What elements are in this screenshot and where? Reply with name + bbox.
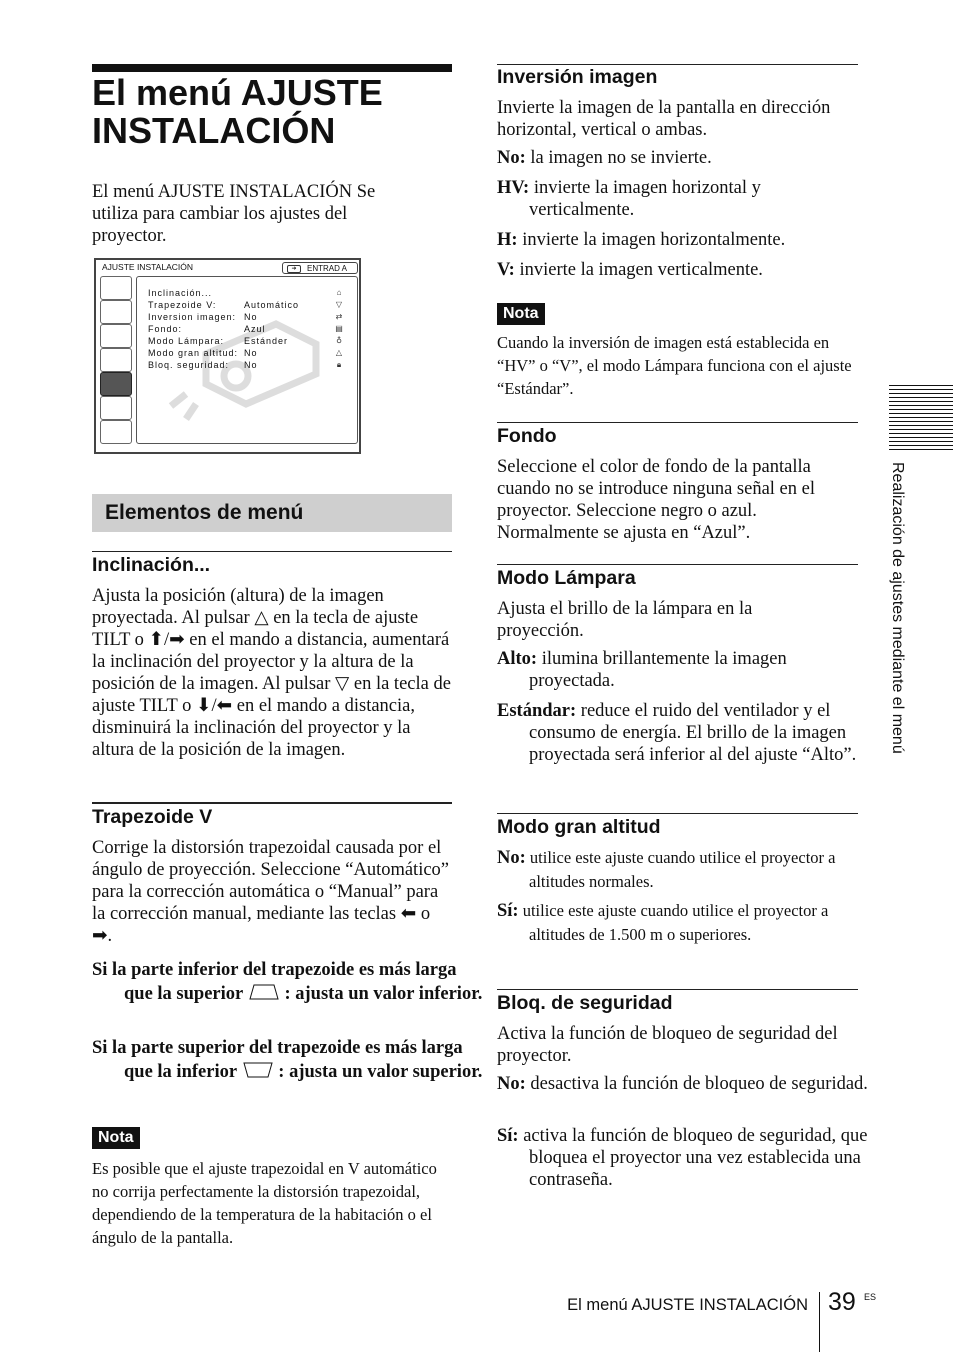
installation-menu-icon [100,372,132,396]
term: Sí: [497,1126,519,1146]
page-number: 39 [828,1288,856,1316]
title-bar [92,64,452,72]
lampara-item-estandar [497,700,890,766]
rule-altitud [497,813,858,814]
term: No: [497,1074,526,1094]
setup-menu-icon [100,348,132,372]
nota-badge-trapezoide: Nota [92,1127,140,1149]
lock-icon: 🔒︎ [336,360,342,369]
heading-inclinacion: Inclinación... [92,554,211,576]
heading-trapezoide: Trapezoide V [92,806,213,828]
osd-row-bloqueo [148,360,229,370]
desc: reduce el ruido del ventilador y el consumo de energía. El brillo de la imagen proyectada será inferior al del ajuste “Alto”. [529,701,857,765]
rule-bloqueo [497,989,858,990]
heading-inversion: Inversión imagen [497,66,658,88]
term: Alto: [497,649,538,669]
trapezoide-item-2-action: : ajusta un valor superior. [278,1062,483,1082]
page-title-line2: INSTALACIÓN [92,110,336,151]
osd-value-lampara: Estánder [244,336,289,346]
heading-altitud: Modo gran altitud [497,816,661,838]
nota-badge-inversion: Nota [497,303,545,325]
footer-divider [819,1292,820,1352]
osd-row-label: Trapezoide V: [148,300,217,310]
body-inversion: Invierte la imagen de la pantalla en dirección horizontal, vertical o ambas. [497,98,831,140]
nota-trapezoide: Es posible que el ajuste trapezoidal en V automático no corrija perfectamente la distorsión trapezoidal, dependiendo de la temperatura de la habitación o el ángulo de la pantalla. [92,1159,437,1247]
trapezoide-item-1 [92,958,484,1006]
osd-value-inversion: No [244,312,258,322]
term: HV: [497,178,530,198]
term: No: [497,148,526,168]
body-trapezoide: Corrige la distorsión trapezoidal causada por el ángulo de proyección. Seleccione “Automático” para la corrección automática o “Manual” para la corrección manual, mediante las teclas ⬅ o ➡. [92,838,450,946]
osd-row-icons [332,287,346,371]
osd-value-fondo: Azul [244,324,266,334]
rule-lampara [497,564,858,565]
side-tab-label: Realización de ajustes mediante el menú [889,462,906,754]
osd-input-label: ENTRAD A [307,264,348,273]
desc: desactiva la función de bloqueo de seguridad. [525,1074,868,1094]
nota-inversion: Cuando la inversión de imagen está establecida en “HV” o “V”, el modo Lámpara funciona con el ajuste “Estándar”. [497,333,852,398]
term: H: [497,230,518,250]
section-heading: Elementos de menú [105,501,304,524]
body-inclinacion: Ajusta la posición (altura) de la imagen proyectada. Al pulsar △ en la tecla de ajuste TILT o ⬆/➡ en el mando a distancia, aumentará la inclinación del proyector y la altura de la posición de la imagen. Al pulsar ▽ en la tecla de ajuste TILT o ⬇/⬅ en el mando a distancia, disminuirá la inclinación del proyector y la altura de la posición de la imagen. [92,586,451,760]
heading-bloqueo: Bloq. de seguridad [497,992,673,1014]
osd-value-bloqueo: No [244,360,258,370]
bloqueo-item-si [497,1125,890,1191]
osd-row-inclinacion [148,288,212,298]
term: Estándar: [497,701,577,721]
osd-row-label: Inversion imagen: [148,312,237,322]
altitude-icon: △ [335,348,343,357]
desc: invierte la imagen horizontal y verticalmente. [529,178,761,220]
bloqueo-item-no [497,1073,869,1095]
term: V: [497,260,515,280]
trapezoid-wide-top-icon [242,1061,274,1079]
term: Sí: [497,901,519,921]
body-bloqueo: Activa la función de bloqueo de seguridad del proyector. [497,1024,838,1066]
osd-menu-illustration [94,258,361,454]
rule-fondo [497,422,858,423]
blank-menu-icon [100,420,132,444]
desc: ilumina brillantemente la imagen proyectada. [529,649,787,691]
desc: la imagen no se invierte. [525,148,712,168]
osd-row-label: Bloq. seguridad: [148,360,230,370]
screen-menu-icon [100,324,132,348]
osd-row-label: Modo Lámpara: [148,336,225,346]
language-code: ES [864,1292,877,1302]
osd-row-fondo [148,324,182,334]
inversion-item-v [497,259,890,281]
body-fondo: Seleccione el color de fondo de la pantalla cuando no se introduce ninguna señal en el proyector. Seleccione negro o azul. Normalmente se ajusta en “Azul”. [497,457,815,543]
osd-value-altitud: No [244,348,258,358]
tilt-icon: ⌂ [336,288,342,297]
osd-value-trapezoide: Automático [244,300,300,310]
footer-label: El menú AJUSTE INSTALACIÓN [567,1296,808,1314]
heading-fondo: Fondo [497,425,557,447]
rule-inclinacion [92,551,452,552]
inversion-item-h [497,229,890,251]
osd-row-altitud [148,348,238,358]
osd-title: AJUSTE INSTALACIÓN [102,262,193,272]
osd-icon-column [100,276,133,444]
picture-menu-icon [100,276,132,300]
input-icon: ➜ [287,265,301,273]
trapezoide-item-1-condition: Si la parte inferior del trapezoide es más larga que la superior [92,960,457,1004]
lampara-item-alto [497,648,869,692]
body-lampara: Ajusta el brillo de la lámpara en la proyección. [497,599,753,641]
trapezoid-wide-bottom-icon [248,983,280,1001]
section-heading-box [92,494,452,532]
page-title-line1: El menú AJUSTE [92,72,383,113]
desc: invierte la imagen horizontalmente. [517,230,786,250]
osd-row-label: Fondo: [148,324,183,334]
desc: utilice este ajuste cuando utilice el proyector a altitudes normales. [525,848,836,891]
flip-icon: ⇄ [335,312,343,321]
desc: activa la función de bloqueo de seguridad, que bloquea el proyector una vez establecida una contraseña. [518,1126,868,1190]
osd-row-lampara [148,336,224,346]
keystone-icon: ▽ [335,300,343,309]
info-menu-icon [100,396,132,420]
lamp-icon: ♁ [336,336,342,345]
rule-trapezoide [92,802,452,804]
desc: invierte la imagen verticalmente. [514,260,763,280]
osd-row-trapezoide [148,300,216,310]
trapezoide-item-2 [92,1036,484,1084]
side-tab-stripes [889,385,953,451]
background-icon: ▤ [335,324,343,333]
osd-input-box [282,262,358,274]
osd-row-label: Inclinación... [148,288,213,298]
term: No: [497,848,526,868]
altitud-item-no [497,846,859,893]
input-menu-icon [100,300,132,324]
osd-row-inversion [148,312,236,322]
trapezoide-item-2-condition: Si la parte superior del trapezoide es más larga que la inferior [92,1038,463,1082]
desc: utilice este ajuste cuando utilice el proyector a altitudes de 1.500 m o superiores. [518,901,829,944]
inversion-item-no [497,147,890,169]
inversion-item-hv [497,177,859,221]
page-title [92,74,383,150]
osd-row-label: Modo gran altitud: [148,348,239,358]
altitud-item-si [497,899,859,946]
heading-lampara: Modo Lámpara [497,567,636,589]
trapezoide-item-1-action: : ajusta un valor inferior. [284,984,483,1004]
intro-text: El menú AJUSTE INSTALACIÓN Se utiliza para cambiar los ajustes del proyector. [92,182,376,246]
